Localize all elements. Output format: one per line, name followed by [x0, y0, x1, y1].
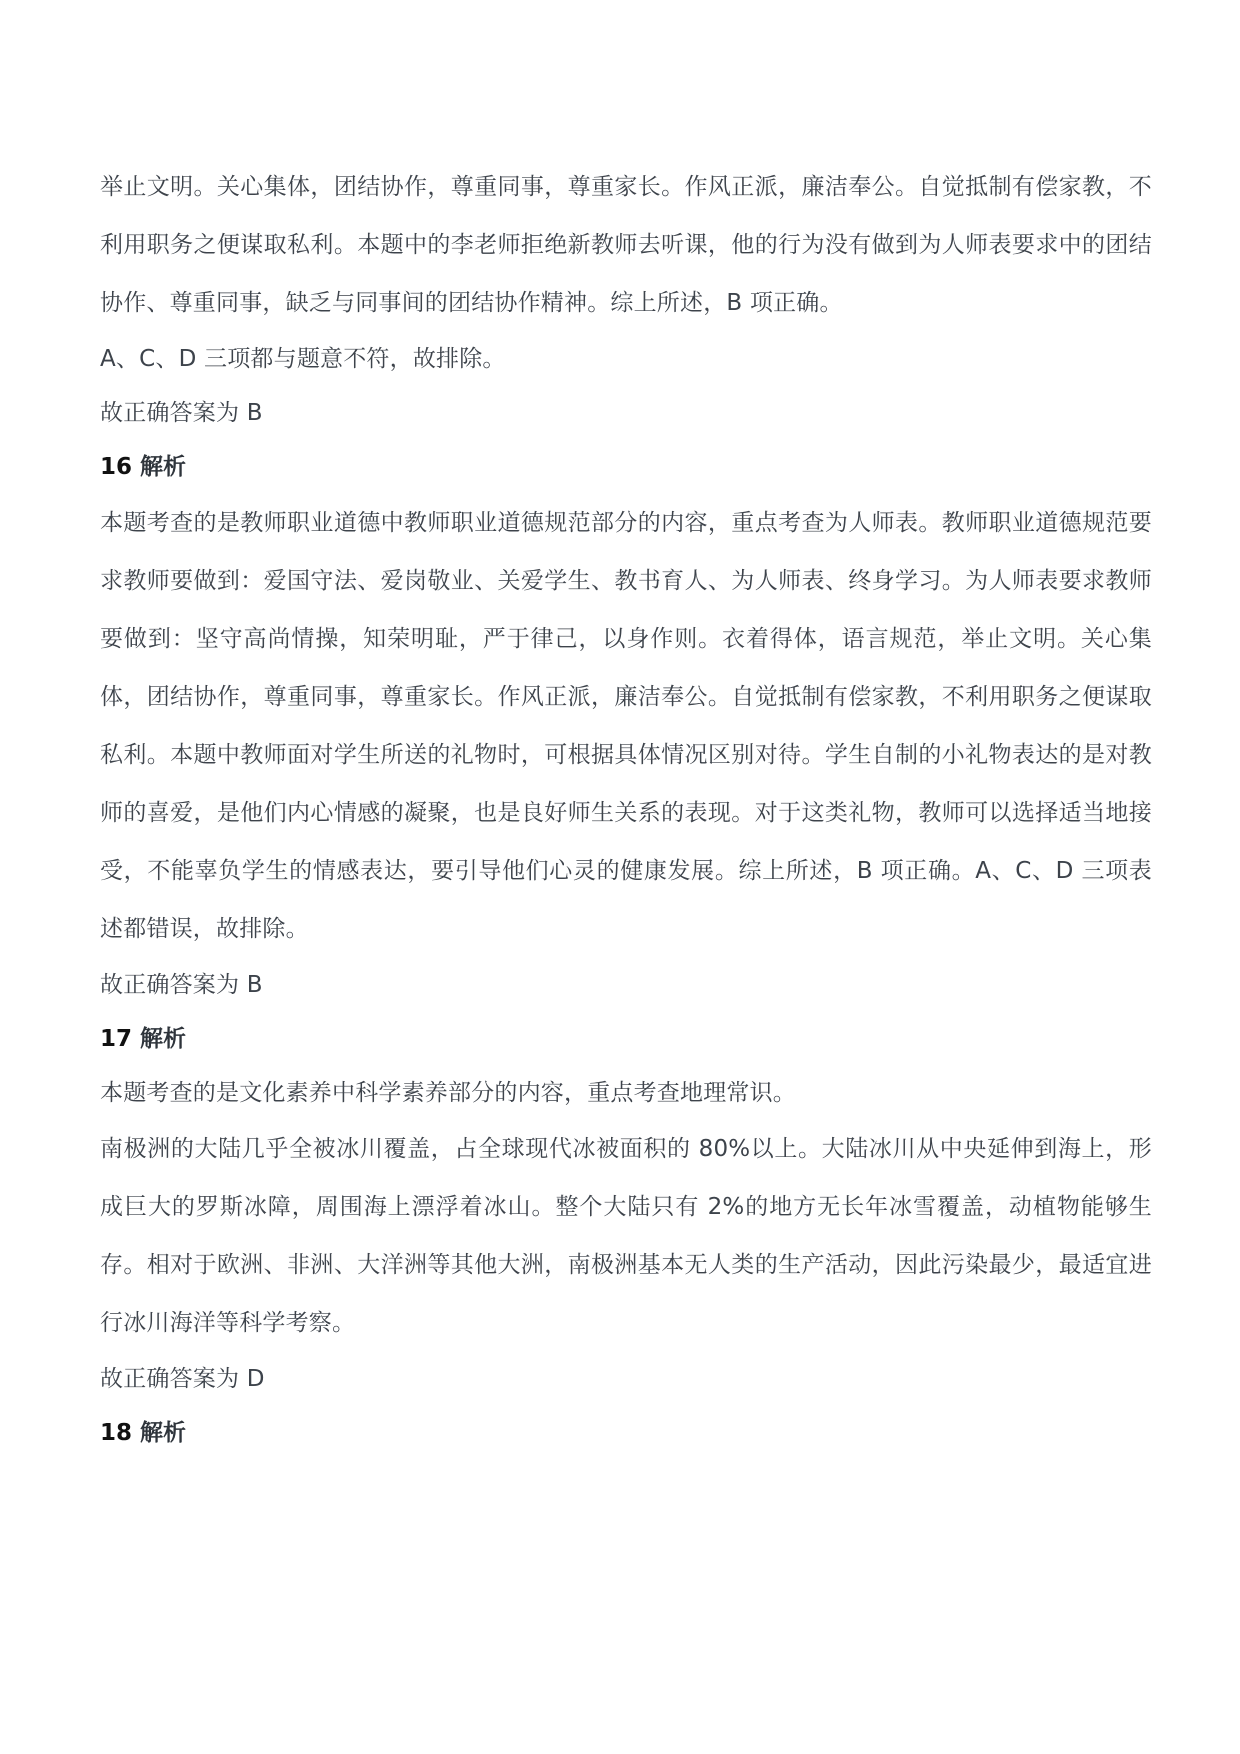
heading-label: 解析	[140, 1026, 187, 1052]
document-page	[100, 158, 1152, 1460]
section-heading-18	[100, 1406, 1152, 1460]
heading-number: 16	[100, 454, 133, 480]
section-heading-16	[100, 440, 1152, 494]
explanation-paragraph-16: 本题考查的是教师职业道德中教师职业道德规范部分的内容，重点考查为人师表。教师职业道德规范要求教师要做到：爱国守法、爱岗敬业、关爱学生、教书育人、为人师表、终身学习。为人师表要求教师要做到：坚守高尚情操，知荣明耻，严于律己，以身作则。衣着得体，语言规范，举止文明。关心集体，团结协作，尊重同事，尊重家长。作风正派，廉洁奉公。自觉抵制有偿家教，不利用职务之便谋取私利。本题中教师面对学生所送的礼物时，可根据具体情况区别对待。学生自制的小礼物表达的是对教师的喜爱，是他们内心情感的凝聚，也是良好师生关系的表现。对于这类礼物，教师可以选择适当地接受，不能辜负学生的情感表达，要引导他们心灵的健康发展。综上所述，B 项正确。A、C、D 三项表述都错误，故排除。	[100, 510, 1152, 942]
explanation-paragraph-15-continued: 举止文明。关心集体，团结协作，尊重同事，尊重家长。作风正派，廉洁奉公。自觉抵制有偿家教，不利用职务之便谋取私利。本题中的李老师拒绝新教师去听课，他的行为没有做到为人师表要求中的团结协作、尊重同事，缺乏与同事间的团结协作精神。综上所述，B 项正确。	[100, 174, 1152, 316]
heading-number: 18	[100, 1420, 133, 1446]
answer-line-17: 故正确答案为 D	[100, 1366, 265, 1392]
heading-number: 17	[100, 1026, 133, 1052]
explanation-paragraph-17-intro: 本题考查的是文化素养中科学素养部分的内容，重点考查地理常识。	[100, 1080, 796, 1106]
section-heading-17	[100, 1012, 1152, 1066]
heading-label: 解析	[140, 1420, 187, 1446]
heading-label: 解析	[140, 454, 187, 480]
explanation-paragraph-17-body: 南极洲的大陆几乎全被冰川覆盖，占全球现代冰被面积的 80%以上。大陆冰川从中央延伸到海上，形成巨大的罗斯冰障，周围海上漂浮着冰山。整个大陆只有 2%的地方无长年冰雪覆盖，动植物能够生存。相对于欧洲、非洲、大洋洲等其他大洲，南极洲基本无人类的生产活动，因此污染最少，最适宜进行冰川海洋等科学考察。	[100, 1136, 1152, 1336]
answer-line-16: 故正确答案为 B	[100, 972, 263, 998]
answer-line-15: 故正确答案为 B	[100, 400, 263, 426]
explanation-paragraph-15-eliminate: A、C、D 三项都与题意不符，故排除。	[100, 346, 506, 372]
